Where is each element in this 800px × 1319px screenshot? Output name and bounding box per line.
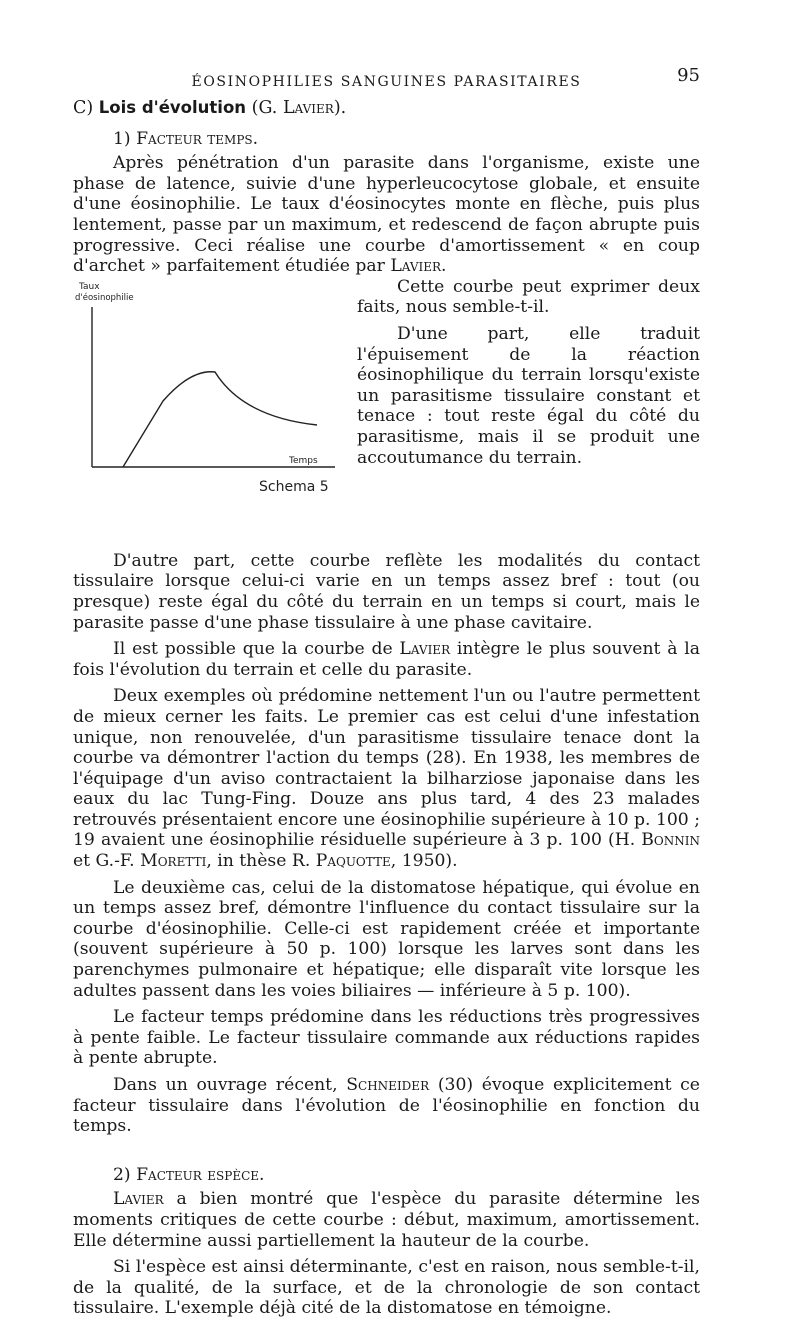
paragraph-1 bbox=[73, 153, 700, 277]
paragraph-10-text: a bien montré que l'espèce du parasite détermine les moments critiques de cette courbe : début, maximum, amortissement. Elle détermine aussi partiellement la hauteur de la courbe. bbox=[73, 1189, 700, 1251]
section-title bbox=[73, 98, 700, 119]
subsection-number-1: 1) bbox=[113, 128, 131, 149]
paragraph-11: Si l'espèce est ainsi déterminante, c'est en raison, nous semble-t-il, de la qualité, de la surface, et de la chronologie de son contact tissulaire. L'exemple déjà cité de la distomatose en témoigne. bbox=[73, 1257, 700, 1319]
page-number: 95 bbox=[677, 65, 700, 86]
subsection-number-2: 2) bbox=[113, 1164, 131, 1185]
paragraph-5-author: Lavier bbox=[399, 639, 451, 660]
paragraph-10-author: Lavier bbox=[113, 1189, 164, 1210]
paragraph-9-author: Schneider bbox=[346, 1075, 430, 1095]
paragraph-6-text-c: , in thèse R. bbox=[206, 851, 316, 872]
section-attribution-close: ). bbox=[333, 98, 347, 118]
subsection-heading-2 bbox=[113, 1165, 700, 1186]
figure-graph bbox=[73, 277, 343, 547]
section-letter: C) bbox=[73, 98, 94, 118]
running-title: ÉOSINOPHILIES SANGUINES PARASITAIRES bbox=[191, 74, 582, 90]
running-header bbox=[73, 64, 700, 90]
paragraph-4: D'autre part, cette courbe reflète les modalités du contact tissulaire lorsque celui-ci varie en un temps assez bref : tout (ou presque) reste égal du côté du terrain en un temps si court, mais le parasite passe d'une phase tissulaire à une phase cavitaire. bbox=[73, 550, 700, 633]
paragraph-6-text-a: Deux exemples où prédomine nettement l'un ou l'autre permettent de mieux cerner les faits. Le premier cas est celui d'une infestation unique, non renouvelée, d'un parasitisme tissulaire tenace dont la courbe va démontrer l'action du temps (28). En 1938, les membres de l'équipage d'un aviso contractaient la bilharziose japonaise dans les eaux du lac Tung-Fing. Douze ans plus tard, 4 des 23 malades retrouvés présentaient encore une éosinophilie supérieure à 10 p. 100 ; 19 avaient une éosinophilie résiduelle supérieure à 3 p. 100 (H. bbox=[73, 686, 700, 851]
paragraph-6 bbox=[73, 686, 700, 871]
figure-y-label-line2: d'éosinophilie bbox=[75, 292, 134, 303]
figure-x-label: Temps bbox=[289, 455, 318, 466]
paragraph-10 bbox=[73, 1189, 700, 1251]
paragraph-9 bbox=[73, 1075, 700, 1137]
figure-curve bbox=[123, 371, 317, 466]
subsection-title-1: Facteur temps. bbox=[136, 128, 259, 149]
paragraph-3: D'une part, elle traduit l'épuisement de la réaction éosinophilique du terrain lorsqu'existe un parasitisme tissulaire constant et tenace : tout reste égal du côté du parasitisme, mais il se produit une accoutumance du terrain. bbox=[357, 323, 700, 468]
paragraph-5-text-a: Il est possible que la courbe de bbox=[113, 639, 400, 660]
paragraph-1-text: Après pénétration d'un parasite dans l'organisme, existe une phase de latence, suivie d'une hyperleucocytose globale, et ensuite d'une éosinophilie. Le taux d'éosinocytes monte en flèche, puis plus lentement, passe par un maximum, et redescend de façon abrupte puis progressive. Ceci réalise une courbe d'amortissement « en coup d'archet » parfaitement étudiée par bbox=[73, 153, 700, 277]
paragraph-6-text-d: , 1950). bbox=[390, 851, 458, 872]
paragraph-7: Le deuxième cas, celui de la distomatose hépatique, qui évolue en un temps assez bref, démontre l'influence du contact tissulaire sur la courbe d'éosinophilie. Celle-ci est rapidement créée et importante (souvent supérieure à 50 p. 100) lorsque les larves sont dans les parenchymes pulmonaire et hépatique; elle disparaît vite lorsque les adultes passent dans les voies biliaires — inférieure à 5 p. 100). bbox=[73, 877, 700, 1001]
paragraph-6-text-b: et G.-F. bbox=[73, 851, 141, 872]
paragraph-9-text-a: Dans un ouvrage récent, bbox=[113, 1075, 347, 1095]
paragraph-2: Cette courbe peut exprimer deux faits, nous semble-t-il. bbox=[357, 276, 700, 318]
page bbox=[73, 64, 700, 1319]
section-attribution-name: Lavier bbox=[282, 98, 334, 118]
section-title-bold: Lois d'évolution bbox=[98, 98, 247, 117]
paragraph-5-text-b: intègre le plus souvent à la fois l'évolution du terrain et celle du parasite. bbox=[73, 639, 700, 680]
paragraph-6-author-2: Moretti bbox=[140, 851, 207, 872]
paragraph-8: Le facteur temps prédomine dans les réductions très progressives à pente faible. Le facteur tissulaire commande aux réductions rapides à pente abrupte. bbox=[73, 1007, 700, 1069]
figure-schema-5 bbox=[73, 277, 343, 547]
paragraph-1-end: . bbox=[441, 256, 447, 277]
section-attribution-open: (G. bbox=[251, 98, 283, 118]
paragraph-6-author-3: Paquotte bbox=[315, 851, 391, 872]
paragraph-5 bbox=[73, 639, 700, 680]
paragraph-1-author: Lavier bbox=[390, 256, 442, 277]
subsection-title-2: Facteur espèce. bbox=[136, 1164, 265, 1185]
figure-y-label-line1: Taux bbox=[79, 281, 100, 292]
paragraph-9-text-b: (30) évoque explicitement ce facteur tissulaire dans l'évolution de l'éosinophilie en fonction du temps. bbox=[73, 1075, 700, 1137]
figure-caption: Schema 5 bbox=[259, 478, 329, 495]
paragraph-6-author-1: Bonnin bbox=[641, 830, 700, 851]
subsection-heading-1 bbox=[113, 129, 700, 150]
